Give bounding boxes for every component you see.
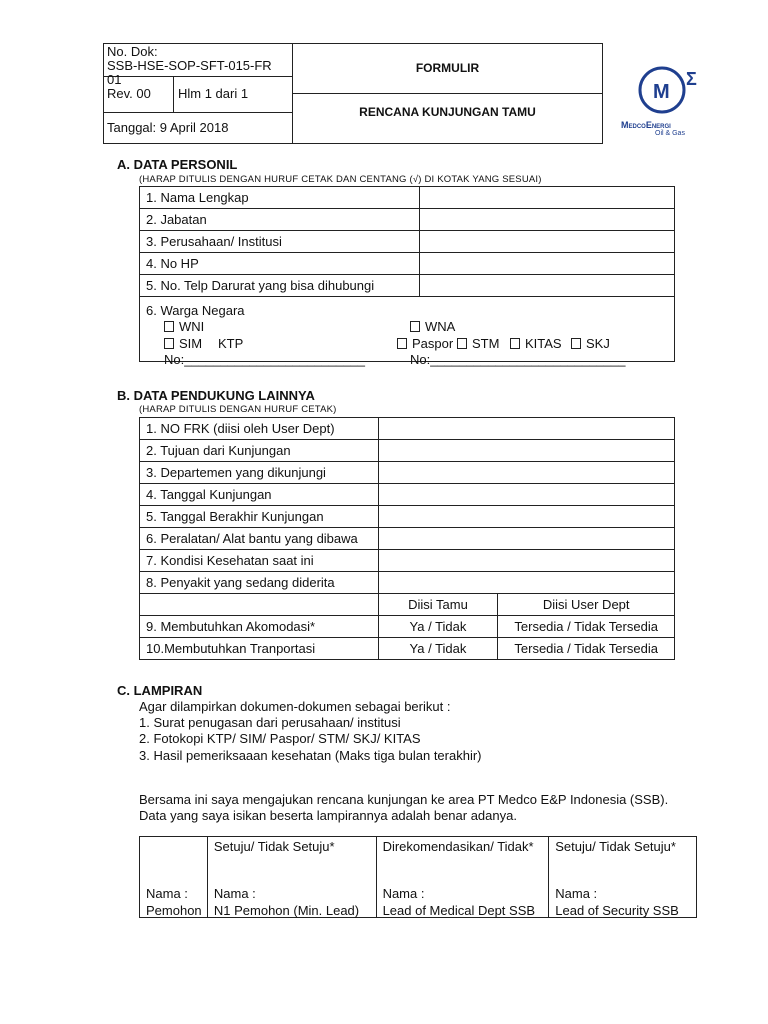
- attachment-item: 3. Hasil pemeriksaaan kesehatan (Maks tiga bulan terakhir): [139, 748, 482, 763]
- signature-name-label: Nama :: [382, 886, 425, 901]
- signature-name-label: Nama :: [213, 886, 256, 901]
- table-row: [140, 275, 675, 297]
- field-value[interactable]: [378, 550, 674, 572]
- section-b-note: (HARAP DITULIS DENGAN HURUF CETAK): [139, 404, 337, 415]
- checkbox-icon[interactable]: [510, 338, 520, 349]
- field-value[interactable]: [419, 231, 674, 253]
- ya-tidak-option[interactable]: Ya / Tidak: [378, 638, 498, 660]
- field-value[interactable]: [378, 462, 674, 484]
- tersedia-option[interactable]: Tersedia / Tidak Tersedia: [498, 616, 675, 638]
- table-row: [140, 572, 675, 594]
- field-label: 5. No. Telp Darurat yang bisa dihubungi: [140, 275, 420, 297]
- field-value[interactable]: [378, 484, 674, 506]
- checkbox-icon[interactable]: [164, 321, 174, 332]
- section-a-title: A. DATA PERSONIL: [117, 157, 238, 172]
- revision-cell: [104, 77, 174, 113]
- field-label: 8. Penyakit yang sedang diderita: [140, 572, 379, 594]
- wna-option[interactable]: WNA: [410, 319, 455, 334]
- table-row: [140, 638, 675, 660]
- checkbox-icon[interactable]: [397, 338, 407, 349]
- field-value[interactable]: [378, 506, 674, 528]
- ktp-label: KTP: [218, 336, 244, 351]
- field-label: 1. NO FRK (diisi oleh User Dept): [140, 418, 379, 440]
- field-value[interactable]: [419, 253, 674, 275]
- field-label: 6. Peralatan/ Alat bantu yang dibawa: [140, 528, 379, 550]
- col-header-user-dept: Diisi User Dept: [498, 594, 675, 616]
- approval-status: Setuju/ Tidak Setuju*: [555, 839, 676, 854]
- page-cell: [174, 77, 293, 113]
- ya-tidak-option[interactable]: Ya / Tidak: [378, 616, 498, 638]
- table-row: [140, 418, 675, 440]
- doc-number: SSB-HSE-SOP-SFT-015-FR 01: [107, 58, 272, 87]
- form-title: FORMULIR: [415, 61, 480, 75]
- field-label: 1. Nama Lengkap: [140, 187, 420, 209]
- table-row: [140, 616, 675, 638]
- id-number-right[interactable]: No:___________________________: [410, 352, 626, 367]
- citizenship-cell: [140, 297, 675, 367]
- doc-number-label: No. Dok:: [107, 44, 158, 59]
- citizenship-row: [140, 297, 675, 362]
- table-row: [140, 187, 675, 209]
- field-value[interactable]: [419, 275, 674, 297]
- field-label: 9. Membutuhkan Akomodasi*: [140, 616, 379, 638]
- field-value[interactable]: [378, 572, 674, 594]
- doc-number-cell: [104, 44, 293, 87]
- form-title-cell: [293, 44, 602, 94]
- form-subtitle: RENCANA KUNJUNGAN TAMU: [359, 105, 536, 119]
- document-header: [103, 43, 603, 144]
- page-number: Hlm 1 dari 1: [178, 86, 249, 101]
- signature-name-label: Nama :: [146, 886, 188, 901]
- col-header-tamu: Diisi Tamu: [378, 594, 498, 616]
- signature-box-security[interactable]: [549, 837, 697, 918]
- date-cell: [104, 113, 293, 143]
- signature-role: Lead of Medical Dept SSB: [382, 903, 536, 918]
- signature-name-label: Nama :: [555, 886, 598, 901]
- table-row: [140, 209, 675, 231]
- empty-header-cell: [140, 594, 379, 616]
- tersedia-option[interactable]: Tersedia / Tidak Tersedia: [498, 638, 675, 660]
- signature-box-n1[interactable]: [207, 837, 376, 918]
- field-label: 3. Perusahaan/ Institusi: [140, 231, 420, 253]
- attachment-item: 1. Surat penugasan dari perusahaan/ institusi: [139, 715, 401, 730]
- signature-role: Lead of Security SSB: [555, 903, 679, 918]
- signature-table: [139, 836, 697, 918]
- field-label: 3. Departemen yang dikunjungi: [140, 462, 379, 484]
- statement-line-2: Data yang saya isikan beserta lampirannya adalah benar adanya.: [139, 808, 517, 823]
- section-a-note: (HARAP DITULIS DENGAN HURUF CETAK DAN CENTANG (√) DI KOTAK YANG SESUAI): [139, 174, 542, 185]
- table-row: [140, 231, 675, 253]
- revision: Rev. 00: [107, 86, 151, 101]
- attachment-intro: Agar dilampirkan dokumen-dokumen sebagai berikut :: [139, 699, 451, 714]
- signature-box-medical[interactable]: [376, 837, 549, 918]
- sim-option[interactable]: SIM: [164, 336, 202, 351]
- table-row: [140, 440, 675, 462]
- field-label: 5. Tanggal Berakhir Kunjungan: [140, 506, 379, 528]
- field-value[interactable]: [419, 187, 674, 209]
- checkbox-icon[interactable]: [410, 321, 420, 332]
- table-row: [140, 462, 675, 484]
- field-value[interactable]: [378, 418, 674, 440]
- checkbox-icon[interactable]: [571, 338, 581, 349]
- field-label: 2. Tujuan dari Kunjungan: [140, 440, 379, 462]
- statement-line-1: Bersama ini saya mengajukan rencana kunjungan ke area PT Medco E&P Indonesia (SSB).: [139, 792, 669, 807]
- signature-role: Pemohon: [146, 903, 202, 918]
- logo-subtext: Oil & Gas: [655, 130, 685, 137]
- field-label: 2. Jabatan: [140, 209, 420, 231]
- field-label: 4. Tanggal Kunjungan: [140, 484, 379, 506]
- table-row: [140, 506, 675, 528]
- logo-text: MedcoEnergi: [621, 120, 671, 130]
- svg-text:M: M: [653, 81, 670, 103]
- checkbox-icon[interactable]: [164, 338, 174, 349]
- id-number-left[interactable]: No:_________________________: [164, 352, 365, 367]
- document-date: Tanggal: 9 April 2018: [107, 120, 229, 135]
- signature-role: N1 Pemohon (Min. Lead): [213, 903, 360, 918]
- stm-option[interactable]: STM: [457, 336, 499, 351]
- approval-status: Direkomendasikan/ Tidak*: [382, 839, 534, 854]
- svg-text:Σ: Σ: [686, 69, 697, 89]
- field-label: 4. No HP: [140, 253, 420, 275]
- approval-status: Setuju/ Tidak Setuju*: [213, 839, 335, 854]
- skj-option[interactable]: SKJ: [571, 336, 610, 351]
- table-row: [140, 550, 675, 572]
- table-row: [140, 484, 675, 506]
- signature-box-pemohon[interactable]: [140, 837, 208, 918]
- table-row: [140, 253, 675, 275]
- kitas-option[interactable]: KITAS: [510, 336, 562, 351]
- attachment-item: 2. Fotokopi KTP/ SIM/ Paspor/ STM/ SKJ/ KITAS: [139, 731, 421, 746]
- medco-logo-icon: [620, 63, 710, 123]
- field-label: 10.Membutuhkan Tranportasi: [140, 638, 379, 660]
- table-header-row: [140, 594, 675, 616]
- medco-logo: [620, 63, 710, 143]
- supporting-data-table: [139, 417, 675, 660]
- field-label: 7. Kondisi Kesehatan saat ini: [140, 550, 379, 572]
- section-c-title: C. LAMPIRAN: [117, 683, 203, 698]
- table-row: [140, 528, 675, 550]
- field-value[interactable]: [378, 528, 674, 550]
- checkbox-icon[interactable]: [457, 338, 467, 349]
- field-value[interactable]: [419, 209, 674, 231]
- form-subtitle-cell: [293, 94, 602, 143]
- personal-data-table: [139, 186, 675, 367]
- field-value[interactable]: [378, 440, 674, 462]
- citizenship-label: 6. Warga Negara: [146, 303, 245, 318]
- paspor-option[interactable]: Paspor: [397, 336, 453, 351]
- wni-option[interactable]: WNI: [164, 319, 204, 334]
- section-b-title: B. DATA PENDUKUNG LAINNYA: [117, 388, 315, 403]
